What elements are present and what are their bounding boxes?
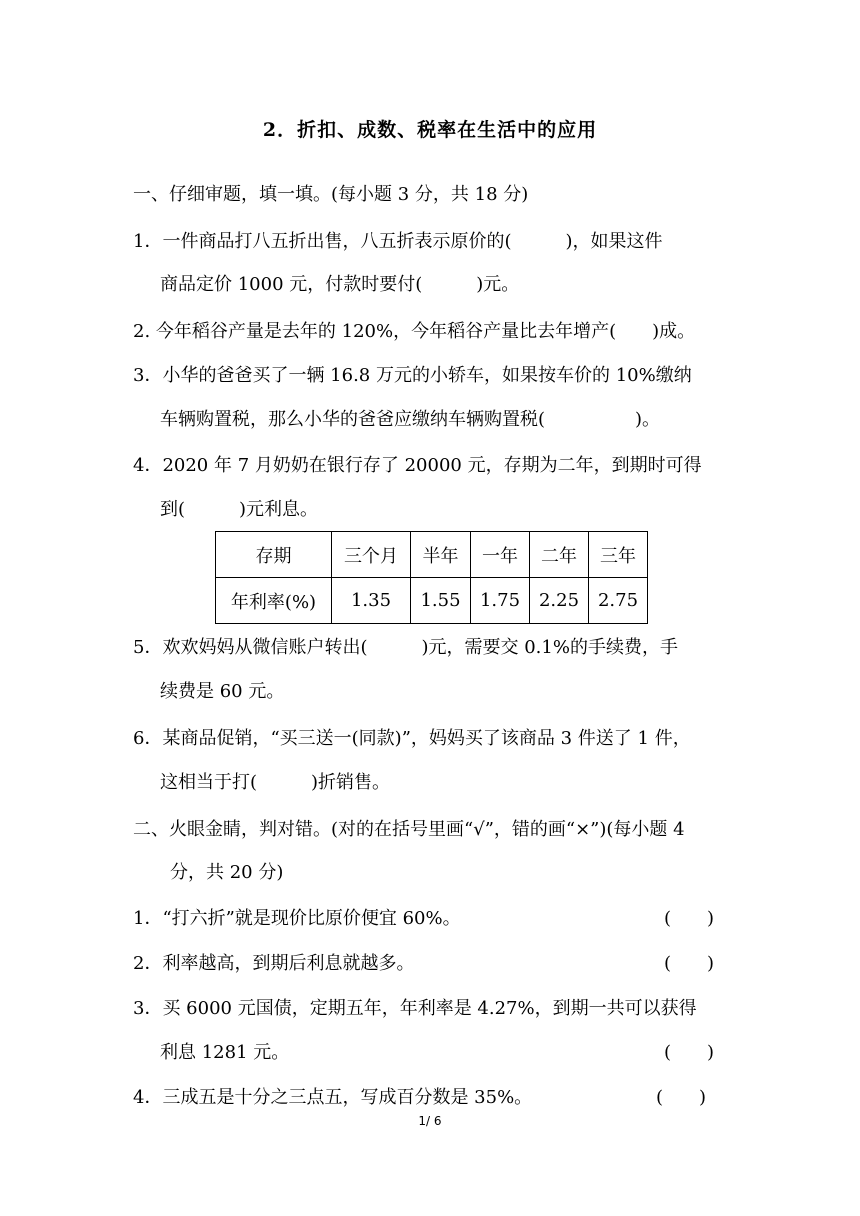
judge-item-1: 1．“打六折”就是现价比原价便宜 60%。 — [133, 908, 461, 929]
table-cell: 2.25 — [530, 578, 589, 624]
judge-item-4: 4．三成五是十分之三点五，写成百分数是 35%。 — [133, 1087, 533, 1108]
judge-item-3-cont: 利息 1281 元。 — [160, 1042, 290, 1063]
q4-line1: 4．2020 年 7 月奶奶在银行存了 20000 元，存期为二年，到期时可得 — [133, 455, 702, 476]
page-title: 2．折扣、成数、税率在生活中的应用 — [262, 119, 598, 141]
q1-line1: 1．一件商品打八五折出售，八五折表示原价的( )，如果这件 — [133, 231, 663, 252]
answer-blank-1[interactable]: ( ) — [664, 908, 715, 929]
answer-blank-3[interactable]: ( ) — [664, 1042, 715, 1063]
table-cell: 三个月 — [332, 532, 411, 578]
table-cell: 2.75 — [589, 578, 648, 624]
q6-line1: 6．某商品促销，“买三送一(同款)”，妈妈买了该商品 3 件送了 1 件， — [133, 728, 691, 749]
interest-rate-table — [215, 531, 648, 624]
judge-item-3: 3．买 6000 元国债，定期五年，年利率是 4.27%，到期一共可以获得 — [133, 998, 697, 1019]
q4-line2: 到( )元利息。 — [160, 499, 319, 520]
q1-line2: 商品定价 1000 元，付款时要付( )元。 — [160, 274, 520, 295]
section2-heading-cont: 分，共 20 分) — [170, 862, 284, 883]
table-cell: 三年 — [589, 532, 648, 578]
q3-line1: 3．小华的爸爸买了一辆 16.8 万元的小轿车，如果按车价的 10%缴纳 — [133, 365, 692, 386]
table-header-row — [216, 532, 648, 578]
q5-line2: 续费是 60 元。 — [160, 681, 285, 702]
answer-blank-4[interactable]: ( ) — [656, 1087, 707, 1108]
table-cell: 1.55 — [411, 578, 471, 624]
judge-item-2: 2．利率越高，到期后利息就越多。 — [133, 953, 415, 974]
q2-line1: 2. 今年稻谷产量是去年的 120%，今年稻谷产量比去年增产( )成。 — [133, 321, 696, 342]
table-cell: 半年 — [411, 532, 471, 578]
q6-line2: 这相当于打( )折销售。 — [160, 772, 391, 793]
table-cell: 二年 — [530, 532, 589, 578]
table-row — [216, 578, 648, 624]
answer-blank-2[interactable]: ( ) — [664, 953, 715, 974]
q3-line2: 车辆购置税，那么小华的爸爸应缴纳车辆购置税( )。 — [160, 409, 661, 430]
q5-line1: 5．欢欢妈妈从微信账户转出( )元，需要交 0.1%的手续费，手 — [133, 637, 678, 658]
page-number: 1/ 6 — [418, 1114, 442, 1128]
table-cell: 一年 — [471, 532, 530, 578]
section1-heading: 一、仔细审题，填一填。(每小题 3 分，共 18 分) — [133, 184, 529, 205]
table-cell: 存期 — [216, 532, 332, 578]
table-cell: 1.35 — [332, 578, 411, 624]
table-cell: 年利率(%) — [216, 578, 332, 624]
table-cell: 1.75 — [471, 578, 530, 624]
section2-heading: 二、火眼金睛，判对错。(对的在括号里画“√”，错的画“×”)(每小题 4 — [133, 819, 685, 840]
